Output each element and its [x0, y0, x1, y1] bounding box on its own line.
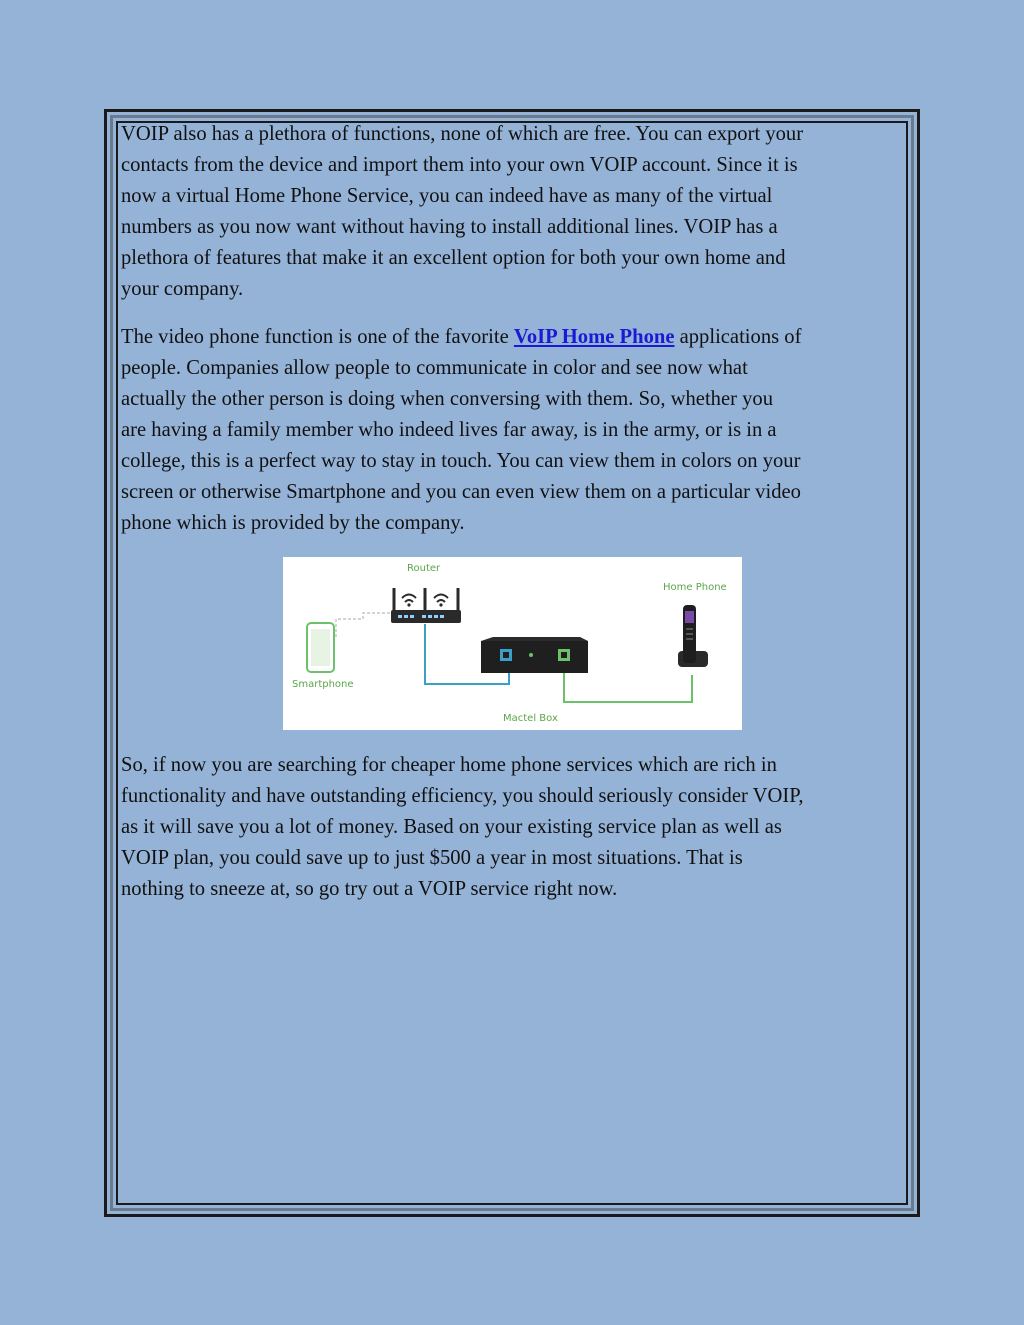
text-segment: applications of: [674, 326, 802, 348]
home-phone-icon: [678, 605, 708, 667]
text-line: actually the other person is doing when conversing with them. So, whether you: [121, 388, 774, 410]
text-line: phone which is provided by the company.: [121, 512, 465, 534]
text-line: your company.: [121, 278, 244, 300]
mactel-box-icon: [481, 637, 588, 673]
voip-setup-diagram: [283, 557, 742, 730]
text-line: are having a family member who indeed lives far away, is in the army, or is in a: [121, 419, 777, 441]
home-phone-label: Home Phone: [663, 582, 727, 593]
text-segment: The video phone function is one of the favorite: [121, 326, 514, 348]
router-label: Router: [407, 563, 441, 574]
router-icon: [391, 588, 461, 623]
smartphone-icon: [307, 623, 334, 672]
paragraph-cheaper-services: [121, 750, 907, 905]
paragraph-video-phone: [121, 322, 907, 539]
wireless-link-line: [336, 613, 391, 637]
smartphone-label: Smartphone: [292, 679, 354, 690]
text-line: nothing to sneeze at, so go try out a VOIP service right now.: [121, 878, 618, 900]
text-line: functionality and have outstanding efficiency, you should seriously consider VOIP,: [121, 785, 804, 807]
paragraph-voip-functions: [121, 119, 907, 305]
text-line: [121, 322, 907, 353]
text-line: as it will save you a lot of money. Based on your existing service plan as well as: [121, 816, 782, 838]
text-line: screen or otherwise Smartphone and you can even view them on a particular video: [121, 481, 801, 503]
text-line: numbers as you now want without having to install additional lines. VOIP has a: [121, 216, 778, 238]
mactel-box-label: Mactel Box: [503, 713, 558, 724]
text-line: contacts from the device and import them into your own VOIP account. Since it is: [121, 154, 798, 176]
voip-home-phone-link[interactable]: VoIP Home Phone: [513, 326, 675, 348]
text-line: now a virtual Home Phone Service, you can indeed have as many of the virtual: [121, 185, 773, 207]
text-line: So, if now you are searching for cheaper home phone services which are rich in: [121, 754, 777, 776]
text-line: college, this is a perfect way to stay in touch. You can view them in colors on your: [121, 450, 801, 472]
text-line: plethora of features that make it an excellent option for both your own home and: [121, 247, 786, 269]
text-line: people. Companies allow people to communicate in color and see now what: [121, 357, 748, 379]
text-line: VOIP also has a plethora of functions, none of which are free. You can export your: [121, 123, 804, 145]
text-line: VOIP plan, you could save up to just $500 a year in most situations. That is: [121, 847, 743, 869]
